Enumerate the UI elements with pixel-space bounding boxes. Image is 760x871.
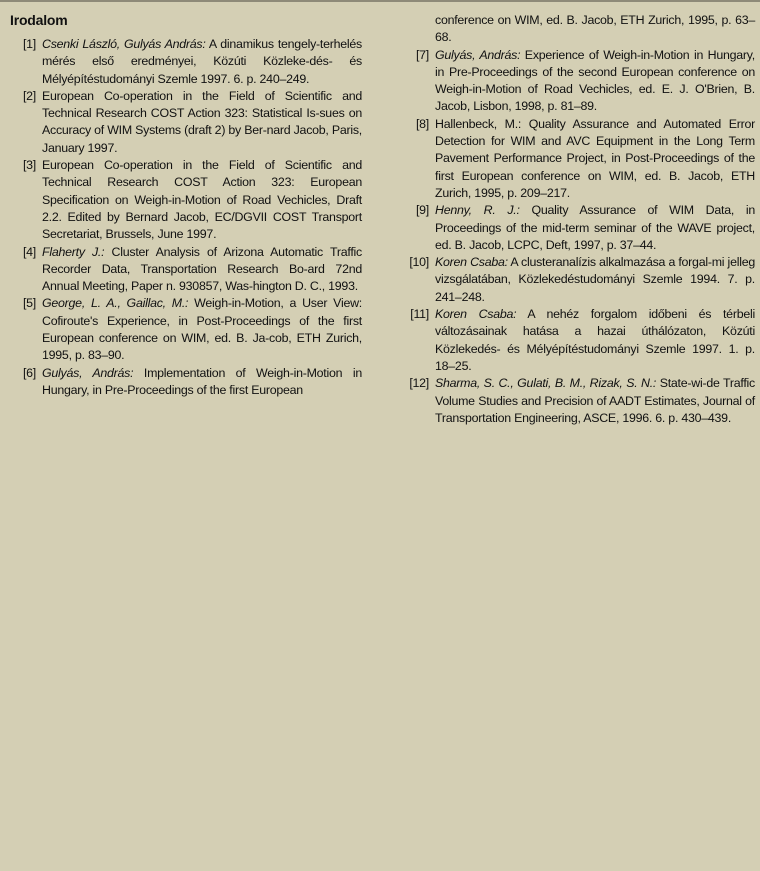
reference-number: [6] xyxy=(22,365,36,380)
reference-number: [12] xyxy=(409,376,429,391)
reference-number: [3] xyxy=(22,158,36,173)
reference-text: A clusteranalízis alkalmazása a forgal-mi jelleg vizsgálatában, Közlekedéstudományi Szemle 1994. 7. p. 241–248. xyxy=(435,255,755,304)
section-heading: Irodalom xyxy=(10,12,68,28)
reference-authors: George, L. A., Gaillac, M.: xyxy=(42,296,189,311)
reference-authors: Koren Csaba: xyxy=(435,307,517,322)
reference-text: Implementation of Weigh-in-Motion in Hungary, in Pre-Proceedings of the first European xyxy=(42,365,362,397)
reference-number: [2] xyxy=(22,88,36,103)
reference-10 xyxy=(403,254,755,306)
reference-text: Experience of Weigh-in-Motion in Hungary, in Pre-Proceedings of the second European conference on Weigh-in-Motion of Road Vechicles, ed. E. J. O'Brien, B. Jacob, Lisbon, 1998, p. 81–89. xyxy=(435,47,755,114)
reference-text: State-wi-de Traffic Volume Studies and Precision of AADT Estimates, Journal of Transportation Engineering, ASCE, 1996. 6. p. 430–439. xyxy=(435,376,755,425)
reference-text: Hallenbeck, M.: Quality Assurance and Automated Error Detection for WIM and AVC Equipment in the Long Term Pavement Performance Project, in Post-Proceedings of the first European conference on WIM, ed. B. Jacob, ETH Zurich, 1995, p. 209–217. xyxy=(435,116,755,200)
reference-12 xyxy=(403,375,755,427)
reference-5 xyxy=(10,295,362,364)
reference-number: [7] xyxy=(415,47,429,62)
top-rule xyxy=(0,0,760,2)
reference-text: Weigh-in-Motion, a User View: Cofiroute's Experience, in Post-Proceedings of the first European conference on WIM, ed. B. Ja-cob, ETH Zurich, 1995, p. 83–90. xyxy=(42,296,363,363)
reference-number: [4] xyxy=(22,244,36,259)
reference-authors: Henny, R. J.: xyxy=(435,203,520,218)
right-column xyxy=(403,12,755,427)
reference-number: [11] xyxy=(410,307,429,322)
reference-text: European Co-operation in the Field of Scientific and Technical Research COST Action 323: European Specification on Weigh-in-Motion of Road Vechicles, Draft 2.2. Edited by Bernard Jacob, EC/DGVII COST Transport Secretariat, Brussels, June 1997. xyxy=(42,158,362,242)
reference-6 xyxy=(10,365,362,400)
reference-11 xyxy=(403,306,755,375)
reference-number: [1] xyxy=(22,37,36,51)
reference-number: [9] xyxy=(415,203,429,218)
reference-7 xyxy=(403,47,755,116)
reference-text: Quality Assurance of WIM Data, in Proceedings of the mid-term seminar of the WAVE project, ed. B. Jacob, LCPC, Deft, 1997, p. 37–44. xyxy=(435,203,755,252)
reference-authors: Sharma, S. C., Gulati, B. M., Rizak, S. N.: xyxy=(435,376,657,391)
reference-8 xyxy=(403,116,755,202)
reference-authors: Gulyás, András: xyxy=(42,365,134,380)
reference-authors: Koren Csaba: xyxy=(435,255,508,270)
reference-text: European Co-operation in the Field of Scientific and Technical Research COST Action 323: Statistical Is-sues on Accuracy of WIM Systems (draft 2) by Ber-nard Jacob, Paris, January 1997. xyxy=(42,88,362,155)
reference-9 xyxy=(403,202,755,254)
left-column xyxy=(10,12,362,399)
reference-number: [5] xyxy=(22,296,36,311)
reference-2 xyxy=(10,88,362,157)
reference-authors: Gulyás, András: xyxy=(435,47,521,62)
reference-text: A nehéz forgalom időbeni és térbeli változásainak hatása a hazai úthálózaton, Közúti Közlekedés- és Mélyépítéstudományi Szemle 1997. 1. p. 18–25. xyxy=(435,307,755,373)
reference-authors: Flaherty J.: xyxy=(42,244,105,259)
reference-number: [10] xyxy=(409,255,429,270)
reference-text: A dinamikus tengely-terhelés mérés első eredményei, Közúti Közleke-dés- és Mélyépítéstudományi Szemle 1997. 6. p. 240–249. xyxy=(42,37,362,86)
reference-1 xyxy=(10,36,362,88)
reference-text: Cluster Analysis of Arizona Automatic Traffic Recorder Data, Transportation Research Bo-ard 72nd Annual Meeting, Paper n. 930857, Was-hington D. C., 1993. xyxy=(42,244,362,294)
reference-number: [8] xyxy=(415,116,429,131)
reference-3 xyxy=(10,157,362,243)
reference-6-continuation: conference on WIM, ed. B. Jacob, ETH Zurich, 1995, p. 63–68. xyxy=(435,13,755,45)
reference-4 xyxy=(10,244,362,296)
reference-authors: Csenki László, Gulyás András: xyxy=(42,37,206,51)
